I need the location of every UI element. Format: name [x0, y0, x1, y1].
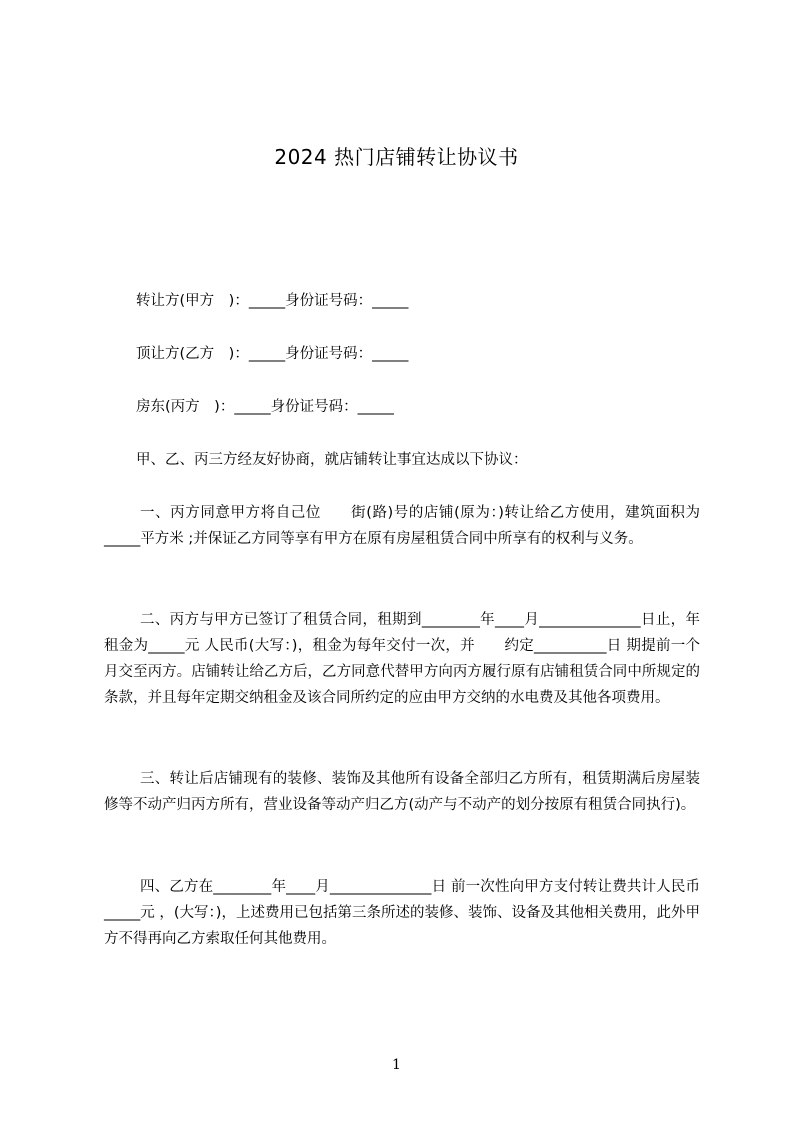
clause-4: 四、乙方在________年____月______________日 前一次性向甲方支付转让费共计人民币_____元 ，(大写：)，上述费用已包括第三条所述的装修、装饰、设备及其他相关费用，此外甲方不得再向乙方索取任何其他费用。 [104, 879, 700, 947]
landlord-line: 房东(丙方 )：_____身份证号码：_____ [136, 399, 394, 415]
transferee-line: 顶让方(乙方 )：_____身份证号码：_____ [136, 346, 409, 362]
document-title: 2024 热门店铺转让协议书 [274, 145, 519, 169]
intro-paragraph: 甲、乙、丙三方经友好协商，就店铺转让事宜达成以下协议： [136, 452, 528, 468]
page-number: 1 [392, 1057, 401, 1073]
clause-2: 二、丙方与甲方已签订了租赁合同，租期到________年____月______________日止，年租金为_____元 人民币(大写：)，租金为每年交付一次，并 约定__________日 期提前一个月交至丙方。店铺转让给乙方后，乙方同意代替甲方向丙方履行原有店铺租赁合同中所规定的条款，并且每年定期交纳租金及该合同所约定的应由甲方交纳的水电费及其他各项费用。 [104, 612, 700, 706]
clause-3: 三、转让后店铺现有的装修、装饰及其他所有设备全部归乙方所有，租赁期满后房屋装修等不动产归丙方所有，营业设备等动产归乙方(动产与不动产的划分按原有租赁合同执行)。 [104, 771, 700, 813]
transferor-line: 转让方(甲方 )：_____身份证号码：_____ [136, 293, 409, 309]
clause-1: 一、丙方同意甲方将自己位 街(路)号的店铺(原为：)转让给乙方使用，建筑面积为_____平方米 ;并保证乙方同等享有甲方在原有房屋租赁合同中所享有的权利与义务。 [104, 505, 700, 547]
